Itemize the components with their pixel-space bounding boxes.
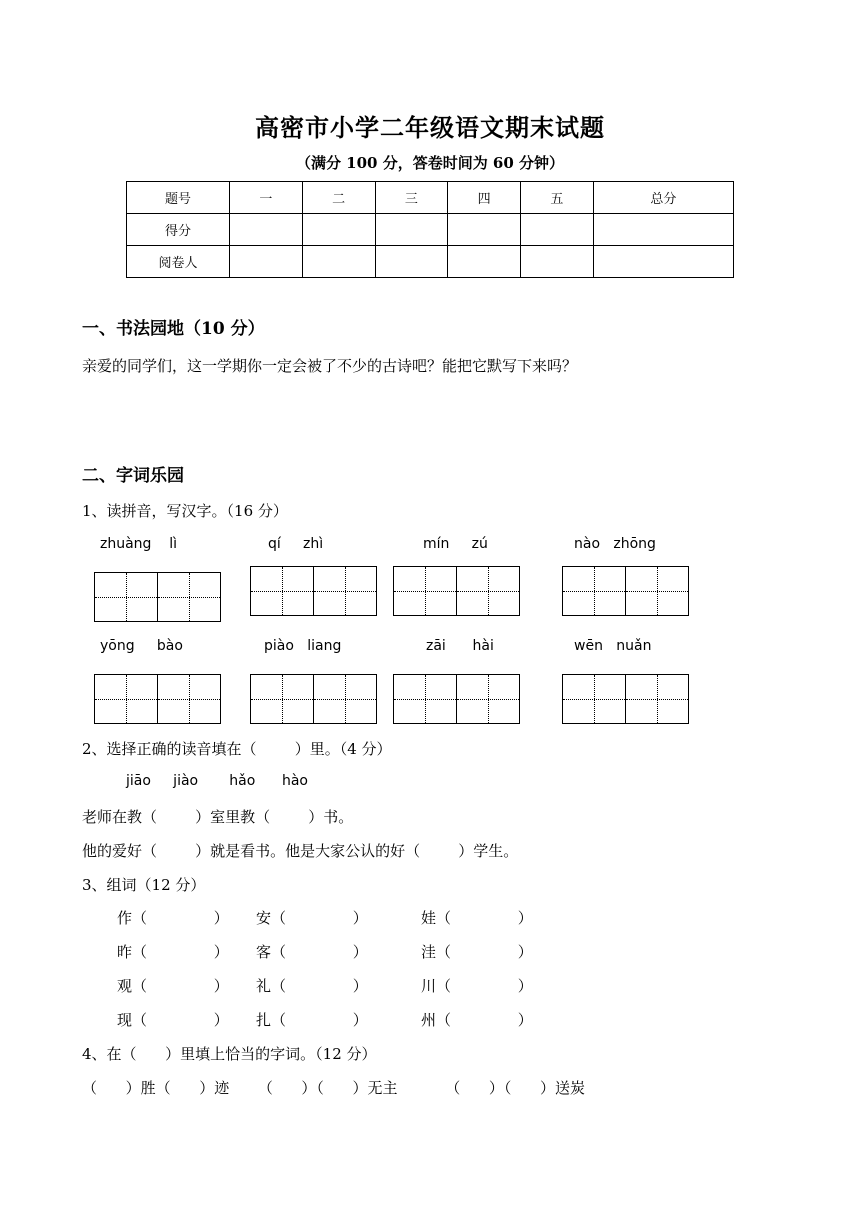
writing-grid[interactable]	[393, 566, 518, 616]
writing-cell[interactable]	[250, 566, 314, 616]
q1-label: 1、读拼音，写汉字。（16 分）	[82, 502, 288, 520]
pinyin-label: qí zhì	[268, 536, 324, 552]
writing-grid[interactable]	[562, 674, 687, 724]
writing-cell[interactable]	[393, 566, 457, 616]
score-cell[interactable]	[230, 246, 303, 278]
score-cell[interactable]	[521, 214, 594, 246]
score-cell[interactable]	[302, 214, 375, 246]
score-table-header-cell: 五	[521, 182, 594, 214]
q2-sentence[interactable]: 老师在教（ ）室里教（ ）书。	[82, 808, 354, 826]
pinyin-label: mín zú	[423, 536, 488, 552]
word-blank[interactable]: 昨（ ）	[117, 943, 229, 961]
q2-sentence[interactable]: 他的爱好（ ）就是看书。他是大家公认的好（ ）学生。	[82, 842, 519, 860]
score-table-row	[127, 214, 734, 246]
writing-cell[interactable]	[393, 674, 457, 724]
writing-cell[interactable]	[313, 674, 377, 724]
word-blank[interactable]: 娃（ ）	[421, 909, 533, 927]
score-table-header-cell: 三	[375, 182, 448, 214]
score-cell[interactable]	[375, 246, 448, 278]
score-table-header-cell: 四	[448, 182, 521, 214]
score-table-header-row	[127, 182, 734, 214]
score-cell[interactable]	[375, 214, 448, 246]
writing-cell[interactable]	[94, 674, 158, 724]
writing-cell[interactable]	[250, 674, 314, 724]
writing-grid[interactable]	[393, 674, 518, 724]
section1-intro: 亲爱的同学们，这一学期你一定会被了不少的古诗吧？能把它默写下来吗？	[82, 357, 578, 375]
writing-grid[interactable]	[94, 572, 219, 622]
score-table-header-cell: 总分	[593, 182, 733, 214]
pinyin-label: zāi hài	[426, 638, 494, 654]
writing-cell[interactable]	[562, 566, 626, 616]
q3-label: 3、组词（12 分）	[82, 876, 206, 894]
q2-pinyin-options: jiāo jiào hǎo hào	[126, 773, 308, 789]
section2-heading: 二、字词乐园	[82, 466, 184, 486]
writing-cell[interactable]	[456, 566, 520, 616]
word-blank[interactable]: 州（ ）	[421, 1011, 533, 1029]
score-table-header-cell: 二	[302, 182, 375, 214]
page-subtitle: （满分 100 分，答卷时间为 60 分钟）	[295, 154, 565, 172]
score-table-header-cell: 一	[230, 182, 303, 214]
score-table-header-cell: 题号	[127, 182, 230, 214]
word-blank[interactable]: 作（ ）	[117, 909, 229, 927]
score-cell[interactable]	[521, 246, 594, 278]
score-cell[interactable]	[230, 214, 303, 246]
writing-grid[interactable]	[562, 566, 687, 616]
writing-cell[interactable]	[157, 674, 221, 724]
writing-cell[interactable]	[562, 674, 626, 724]
pinyin-label: zhuàng lì	[100, 536, 178, 552]
word-blank[interactable]: 客（ ）	[256, 943, 368, 961]
page-title: 高密市小学二年级语文期末试题	[255, 113, 605, 142]
word-blank[interactable]: 现（ ）	[117, 1011, 229, 1029]
score-table-row-label: 得分	[127, 214, 230, 246]
word-blank[interactable]: 观（ ）	[117, 977, 229, 995]
writing-cell[interactable]	[625, 566, 689, 616]
q4-label: 4、在（ ）里填上恰当的字词。（12 分）	[82, 1045, 377, 1063]
word-blank[interactable]: 洼（ ）	[421, 943, 533, 961]
writing-cell[interactable]	[157, 572, 221, 622]
word-blank[interactable]: 礼（ ）	[256, 977, 368, 995]
writing-grid[interactable]	[94, 674, 219, 724]
q2-label: 2、选择正确的读音填在（ ）里。（4 分）	[82, 740, 392, 758]
pinyin-label: yōng bào	[100, 638, 183, 654]
score-table-row-label: 阅卷人	[127, 246, 230, 278]
score-cell[interactable]	[302, 246, 375, 278]
pinyin-label: wēn nuǎn	[574, 638, 652, 654]
writing-cell[interactable]	[94, 572, 158, 622]
writing-cell[interactable]	[313, 566, 377, 616]
word-blank[interactable]: 安（ ）	[256, 909, 368, 927]
word-blank[interactable]: 扎（ ）	[256, 1011, 368, 1029]
score-cell[interactable]	[448, 246, 521, 278]
writing-grid[interactable]	[250, 674, 375, 724]
section1-heading: 一、书法园地（10 分）	[82, 319, 265, 339]
score-cell[interactable]	[593, 214, 733, 246]
writing-cell[interactable]	[456, 674, 520, 724]
score-cell[interactable]	[593, 246, 733, 278]
score-table	[126, 181, 734, 278]
writing-cell[interactable]	[625, 674, 689, 724]
score-cell[interactable]	[448, 214, 521, 246]
pinyin-label: nào zhōng	[574, 536, 656, 552]
score-table-row	[127, 246, 734, 278]
q4-idiom-line[interactable]: （ ）胜（ ）迹 （ ）（ ）无主 （ ）（ ）送炭	[82, 1079, 585, 1097]
pinyin-label: piào liang	[264, 638, 342, 654]
writing-grid[interactable]	[250, 566, 375, 616]
word-blank[interactable]: 川（ ）	[421, 977, 533, 995]
